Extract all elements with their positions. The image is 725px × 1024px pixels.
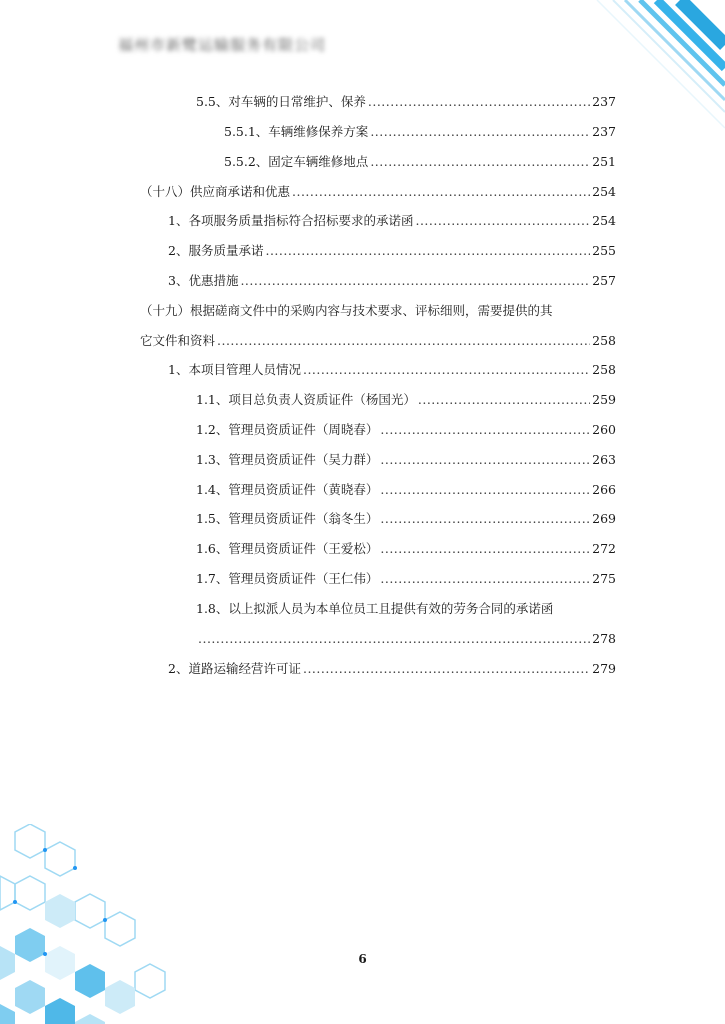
toc-entry[interactable]: （十八）供应商承诺和优惠 ..... 254 [140, 184, 616, 200]
toc-entry[interactable]: 1、各项服务质量指标符合招标要求的承诺函 ..... 254 [168, 213, 616, 229]
toc-entry[interactable]: 1.8、以上拟派人员为本单位员工且提供有效的劳务合同的承诺函 [196, 601, 554, 616]
toc-entry[interactable]: 1.7、管理员资质证件（王仁伟） ..... 275 [196, 571, 616, 587]
toc-entry[interactable]: 1.3、管理员资质证件（吴力群） ..... 263 [196, 452, 616, 468]
toc-entry[interactable]: 1.1、项目总负责人资质证件（杨国光） ..... 259 [196, 392, 616, 408]
toc-entry[interactable]: 1.6、管理员资质证件（王爱松） ..... 272 [196, 541, 616, 557]
toc-entry[interactable]: 3、优惠措施 ..... 257 [168, 273, 616, 289]
toc-entry[interactable]: 2、道路运输经营许可证 ..... 279 [168, 661, 616, 677]
page-number: 6 [358, 952, 367, 966]
toc-entry[interactable]: （十九）根据磋商文件中的采购内容与技术要求、评标细则，需要提供的其 [140, 303, 553, 318]
toc-entry[interactable]: 1、本项目管理人员情况 ..... 258 [168, 362, 616, 378]
toc-entry[interactable]: 5.5、对车辆的日常维护、保养 ..... 237 [196, 94, 616, 110]
toc-entry[interactable]: ..... 278 [196, 631, 616, 647]
toc-entry[interactable]: 1.5、管理员资质证件（翁冬生） ..... 269 [196, 511, 616, 527]
toc-entry[interactable]: 它文件和资料 ..... 258 [140, 333, 616, 349]
toc-entry[interactable]: 5.5.1、车辆维修保养方案 ..... 237 [224, 124, 616, 140]
toc-entry[interactable]: 5.5.2、固定车辆维修地点 ..... 251 [224, 154, 616, 170]
header-company-name: 福州市新鹭运输服务有限公司 [118, 36, 327, 54]
hexagon-pattern-decoration [0, 824, 200, 1024]
toc-entry[interactable]: 1.2、管理员资质证件（周晓春） ..... 260 [196, 422, 616, 438]
toc-entry[interactable]: 2、服务质量承诺 ..... 255 [168, 243, 616, 259]
toc-entry[interactable]: 1.4、管理员资质证件（黄晓春） ..... 266 [196, 482, 616, 498]
